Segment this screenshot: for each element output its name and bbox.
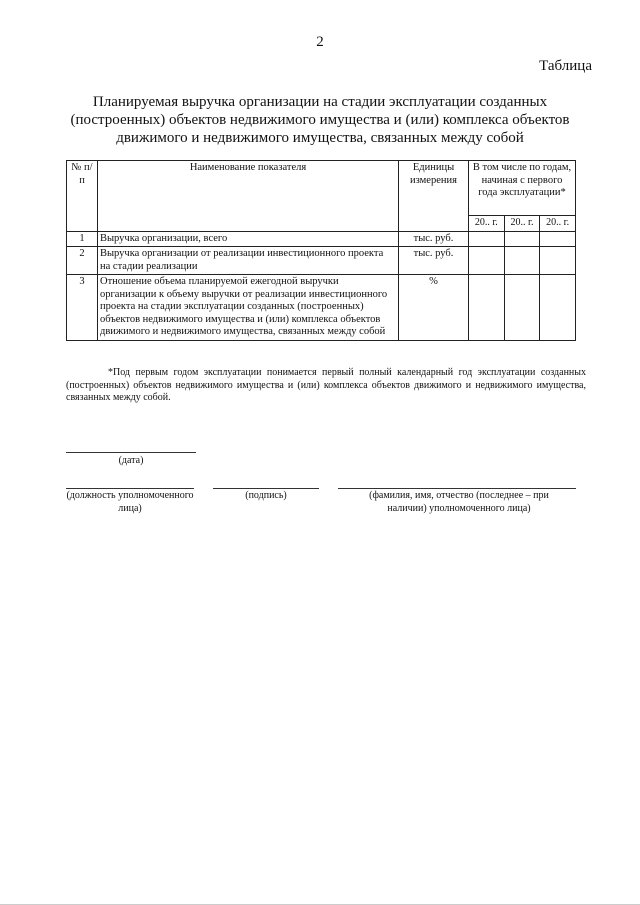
position-label: (должность уполномоченного лица)	[66, 490, 194, 514]
row-name: Выручка организации, всего	[98, 231, 399, 247]
row-unit: тыс. руб.	[399, 247, 469, 275]
position-line	[66, 488, 194, 489]
row-name: Отношение объема планируемой ежегодной выручки организации к объему выручки от реализации инвестиционного проекта на стадии эксплуатации созданных (построенных) объектов недвижимого имущества и (или) комплекса объектов движимого и недвижимого имущества, связанных между собой	[98, 275, 399, 341]
header-year-3: 20.. г.	[540, 216, 576, 232]
footnote: *Под первым годом эксплуатации понимается первый полный календарный год эксплуатации созданных (построенных) объектов недвижимого имущества и (или) комплекса объектов движимого и недвижимого имущества, связанных между собой.	[66, 367, 586, 403]
signature-line	[213, 488, 319, 489]
row-num: 2	[67, 247, 98, 275]
title-line-2: (построенных) объектов недвижимого имущества и (или) комплекса объектов	[70, 112, 570, 128]
row-year-cell	[469, 231, 505, 247]
header-name: Наименование показателя	[98, 161, 399, 232]
page-number: 2	[316, 34, 324, 50]
row-year-cell	[540, 247, 576, 275]
full-name-line	[338, 488, 576, 489]
title-line-1: Планируемая выручка организации на стадии эксплуатации созданных	[92, 94, 548, 110]
signature-label: (подпись)	[245, 490, 287, 501]
row-year-cell	[504, 247, 540, 275]
row-year-cell	[469, 247, 505, 275]
revenue-table	[66, 160, 576, 341]
header-year-1: 20.. г.	[469, 216, 505, 232]
row-name: Выручка организации от реализации инвестиционного проекта на стадии реализации	[98, 247, 399, 275]
document-title	[60, 93, 580, 147]
table-row	[67, 247, 576, 275]
row-unit: тыс. руб.	[399, 231, 469, 247]
header-years-group: В том числе по годам, начиная с первого года эксплуатации*	[469, 161, 576, 216]
row-year-cell	[540, 231, 576, 247]
date-label: (дата)	[118, 455, 144, 466]
table-row	[67, 231, 576, 247]
header-year-2: 20.. г.	[504, 216, 540, 232]
row-year-cell	[504, 275, 540, 341]
table-row	[67, 275, 576, 341]
row-year-cell	[469, 275, 505, 341]
header-unit: Единицы измерения	[399, 161, 469, 232]
date-line	[66, 452, 196, 453]
table-caption: Таблица	[539, 58, 592, 74]
full-name-label: (фамилия, имя, отчество (последнее – при наличии) уполномоченного лица)	[369, 490, 549, 514]
title-line-3: движимого и недвижимого имущества, связанных между собой	[116, 130, 524, 146]
header-num: № п/п	[67, 161, 98, 232]
row-year-cell	[504, 231, 540, 247]
row-year-cell	[540, 275, 576, 341]
row-unit: %	[399, 275, 469, 341]
row-num: 3	[67, 275, 98, 341]
table-header-row	[67, 161, 576, 216]
row-num: 1	[67, 231, 98, 247]
